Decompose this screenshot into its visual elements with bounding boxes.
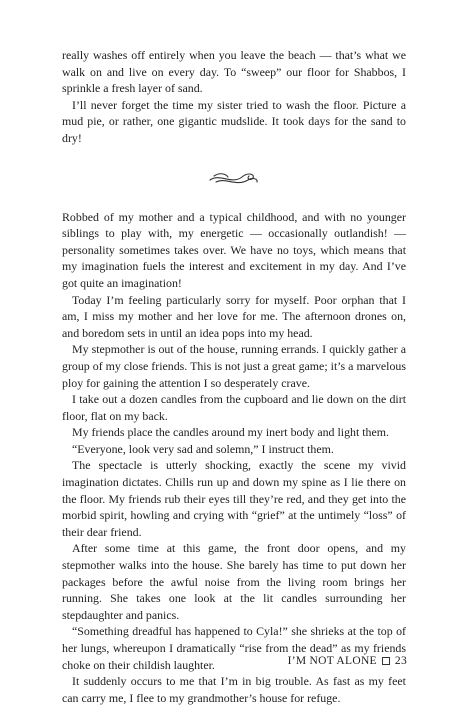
paragraph: After some time at this game, the front door opens, and my stepmother walks into the house. She barely has time to put down her packages before the awful noise from the living room brings her running. She takes one look at the lit candles surrounding her stepdaughter and panics. bbox=[62, 541, 406, 622]
running-title: I’M NOT ALONE bbox=[287, 655, 377, 667]
paragraph: My stepmother is out of the house, running errands. I quickly gather a group of my close friends. This is not just a great game; it’s a marvelous ploy for gaining the attention I so desperately crave. bbox=[62, 342, 406, 390]
page-number: 23 bbox=[394, 655, 407, 667]
paragraph: Today I’m feeling particularly sorry for myself. Poor orphan that I am, I miss my mother and her love for me. The afternoon drones on, and boredom sets in until an idea pops into my head. bbox=[62, 292, 406, 340]
paragraph: My friends place the candles around my inert body and light them. bbox=[72, 425, 390, 440]
paragraph: I take out a dozen candles from the cupboard and lie down on the dirt floor, flat on my back. bbox=[62, 392, 406, 423]
paragraph: The spectacle is utterly shocking, exactly the scene my vivid imagination dictates. Chills run up and down my spine as I lie there on the floor. My friends rub their eyes till they’re red, and they get into the morbid spirit, howling and crying with “grief” at the untimely “loss” of their dear friend. bbox=[62, 458, 406, 539]
paragraph: It suddenly occurs to me that I’m in big trouble. As fast as my feet can carry me, I flee to my grandmother’s house for refuge. bbox=[62, 674, 406, 705]
paragraph: I’ll never forget the time my sister tried to wash the floor. Picture a mud pie, or rather, one gigantic mudslide. It took days for the sand to dry! bbox=[62, 97, 406, 145]
separator-box-icon bbox=[382, 657, 390, 665]
page-footer bbox=[288, 655, 407, 667]
paragraph: “Everyone, look very sad and solemn,” I instruct them. bbox=[72, 441, 334, 456]
paragraph: “Something dreadful has happened to Cyla!” she shrieks at the top of her lungs, whereupon I dramatically “rise from the dead” as my friends choke on their childish laughter. bbox=[62, 624, 406, 672]
paragraph: really washes off entirely when you leave the beach — that’s what we walk on and live on every day. To “sweep” our floor for Shabbos, I sprinkle a fresh layer of sand. bbox=[62, 48, 406, 96]
paragraph: Robbed of my mother and a typical childhood, and with no younger siblings to play with, my energetic — occasionally outlandish! — personality sometimes takes over. We have no toys, which means that my imagination fuels the interest and excitement in my day. And I’ve got quite an imagination! bbox=[62, 209, 406, 290]
flourish-ornament-icon bbox=[206, 167, 262, 189]
body-text bbox=[62, 47, 406, 706]
